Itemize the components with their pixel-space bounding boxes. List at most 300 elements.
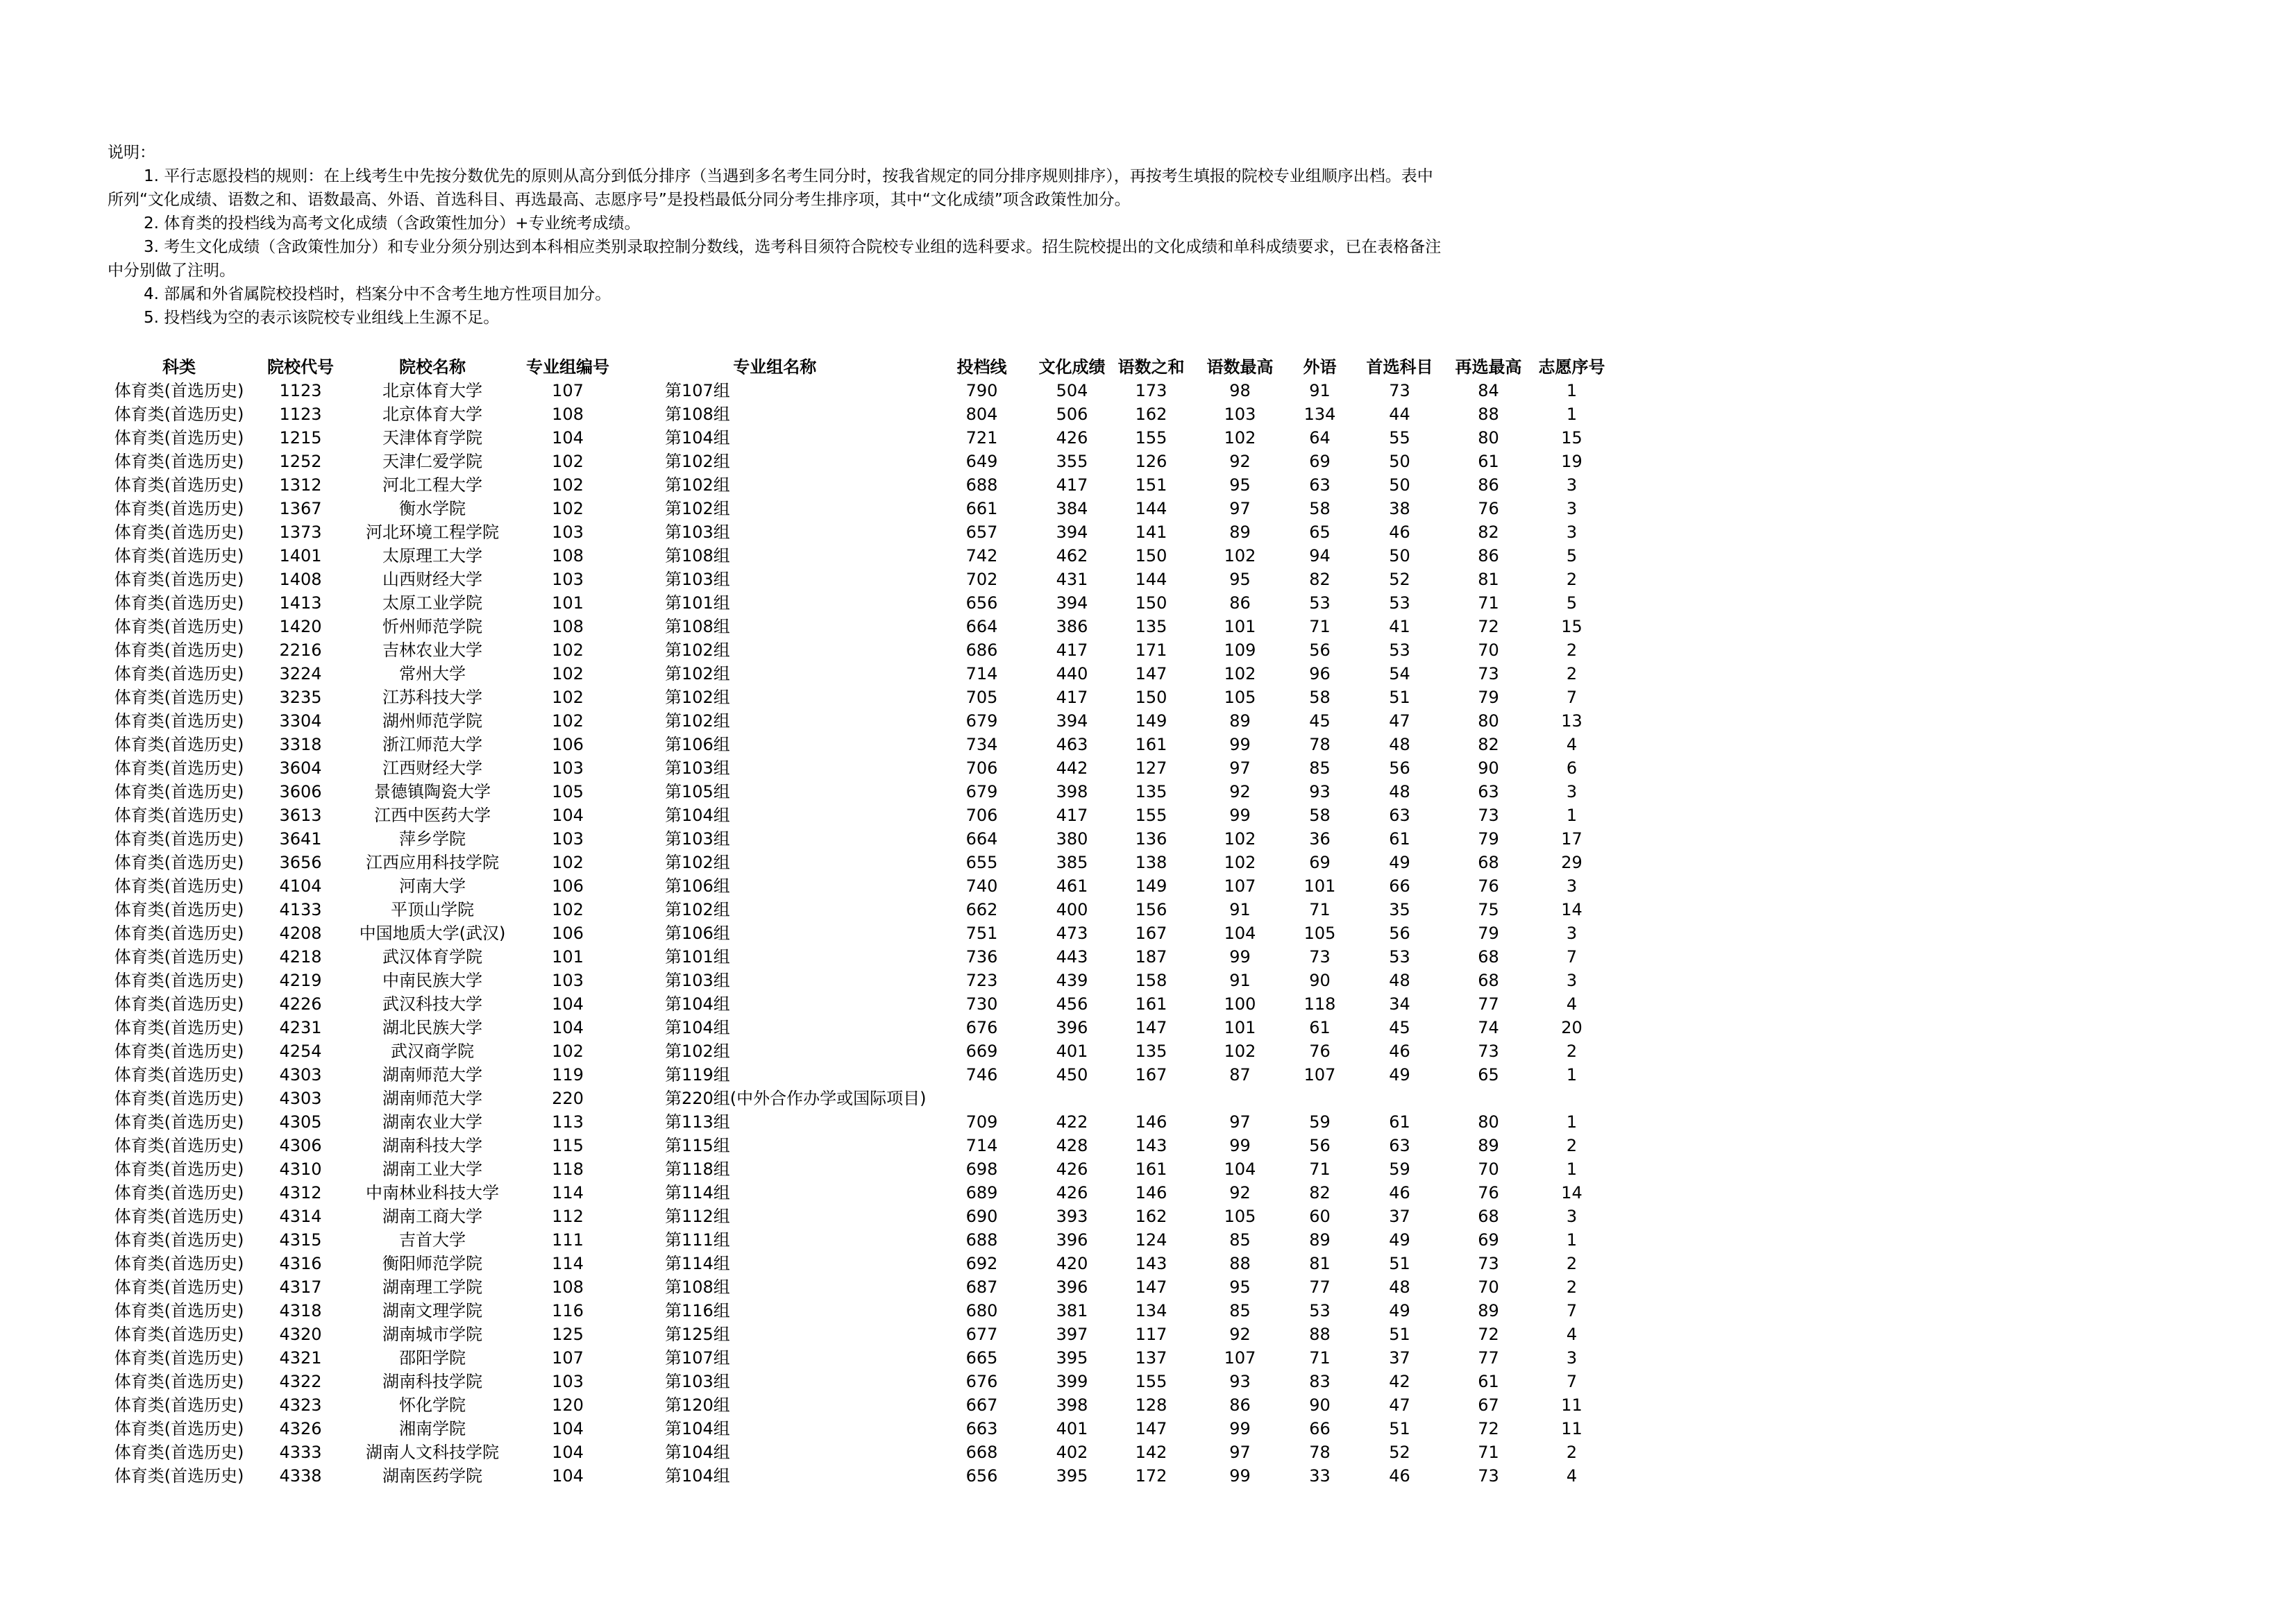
group-name-cell: 第220组(中外合作办学或国际项目) xyxy=(665,1089,927,1108)
first-subject-cell: 51 xyxy=(1389,688,1410,707)
group-name-cell: 第102组 xyxy=(665,853,730,872)
cutoff-score-cell: 804 xyxy=(965,405,998,424)
table-row xyxy=(110,1016,1611,1039)
table-row xyxy=(110,1323,1611,1346)
culture-score-cell: 355 xyxy=(1056,452,1088,471)
preference-order-cell: 4 xyxy=(1566,1466,1578,1486)
school-code-cell: 1215 xyxy=(279,428,322,448)
foreign-language-cell: 56 xyxy=(1309,640,1331,660)
first-subject-cell: 61 xyxy=(1389,1112,1410,1132)
preference-order-cell: 3 xyxy=(1566,924,1578,943)
foreign-language-cell: 60 xyxy=(1309,1207,1331,1226)
school-code-cell: 3318 xyxy=(279,735,322,754)
cutoff-score-cell: 663 xyxy=(965,1419,998,1438)
first-subject-cell: 49 xyxy=(1389,1065,1410,1085)
first-subject-cell: 48 xyxy=(1389,782,1410,801)
second-subject-max-cell: 77 xyxy=(1478,1348,1499,1368)
note-line: 3. 考生文化成绩（含政策性加分）和专业分须分别达到本科相应类别录取控制分数线，选考科目须符合院校专业组的选科要求。招生院校提出的文化成绩和单科成绩要求，已在表格备注 xyxy=(144,238,1442,256)
chinese-math-sum-cell: 147 xyxy=(1135,1018,1167,1037)
school-code-cell: 4322 xyxy=(279,1372,322,1391)
category-cell: 体育类(首选历史) xyxy=(114,1042,244,1061)
school-code-cell: 4318 xyxy=(279,1301,322,1320)
school-name-cell: 武汉体育学院 xyxy=(382,947,482,967)
school-code-cell: 4333 xyxy=(279,1443,322,1462)
first-subject-cell: 53 xyxy=(1389,640,1410,660)
culture-score-cell: 506 xyxy=(1056,405,1088,424)
preference-order-cell: 2 xyxy=(1566,1042,1578,1061)
table-row xyxy=(110,969,1611,992)
second-subject-max-cell: 72 xyxy=(1478,1419,1499,1438)
second-subject-max-cell: 82 xyxy=(1478,522,1499,542)
school-code-cell: 4326 xyxy=(279,1419,322,1438)
group-code-cell: 102 xyxy=(552,475,584,495)
chinese-math-max-cell xyxy=(1196,1087,1285,1110)
preference-order-cell: 5 xyxy=(1566,546,1578,566)
chinese-math-max-cell: 99 xyxy=(1229,947,1251,967)
school-name-cell: 河北环境工程学院 xyxy=(366,522,499,542)
group-code-cell: 125 xyxy=(552,1325,584,1344)
foreign-language-cell: 90 xyxy=(1309,971,1331,990)
cutoff-score-cell: 721 xyxy=(965,428,998,448)
group-name-cell: 第103组 xyxy=(665,829,730,849)
school-name-cell: 山西财经大学 xyxy=(382,570,482,589)
second-subject-max-cell: 65 xyxy=(1478,1065,1499,1085)
group-name-cell: 第116组 xyxy=(665,1301,730,1320)
school-name-cell: 忻州师范学院 xyxy=(382,617,482,636)
category-cell: 体育类(首选历史) xyxy=(114,1348,244,1368)
category-cell: 体育类(首选历史) xyxy=(114,1230,244,1250)
group-name-cell: 第104组 xyxy=(665,1018,730,1037)
school-name-cell: 常州大学 xyxy=(399,664,466,683)
category-cell: 体育类(首选历史) xyxy=(114,1254,244,1273)
table-row xyxy=(110,874,1611,898)
group-code-cell: 107 xyxy=(552,1348,584,1368)
cutoff-score-cell: 706 xyxy=(965,806,998,825)
chinese-math-max-cell: 92 xyxy=(1229,1325,1251,1344)
cutoff-score-cell: 692 xyxy=(965,1254,998,1273)
group-code-cell: 103 xyxy=(552,522,584,542)
first-subject-cell: 66 xyxy=(1389,876,1410,896)
chinese-math-sum-cell: 151 xyxy=(1135,475,1167,495)
preference-order-cell: 5 xyxy=(1566,593,1578,613)
header-cell: 外语 xyxy=(1303,357,1337,377)
table-row xyxy=(110,544,1611,568)
group-code-cell: 103 xyxy=(552,570,584,589)
foreign-language-cell: 85 xyxy=(1309,758,1331,778)
chinese-math-max-cell: 97 xyxy=(1229,1112,1251,1132)
first-subject-cell: 41 xyxy=(1389,617,1410,636)
cutoff-score-cell: 679 xyxy=(965,782,998,801)
header-cell: 志愿序号 xyxy=(1538,357,1605,377)
foreign-language-cell: 90 xyxy=(1309,1395,1331,1415)
culture-score-cell: 380 xyxy=(1056,829,1088,849)
table-row xyxy=(110,1370,1611,1393)
group-name-cell: 第107组 xyxy=(665,1348,730,1368)
culture-score-cell: 396 xyxy=(1056,1277,1088,1297)
header-cell: 文化成绩 xyxy=(1038,357,1106,377)
first-subject-cell: 54 xyxy=(1389,664,1410,683)
cutoff-score-cell: 676 xyxy=(965,1372,998,1391)
school-code-cell: 4338 xyxy=(279,1466,322,1486)
group-code-cell: 102 xyxy=(552,499,584,518)
group-name-cell: 第108组 xyxy=(665,1277,730,1297)
first-subject-cell: 59 xyxy=(1389,1159,1410,1179)
school-name-cell: 中南民族大学 xyxy=(382,971,482,990)
chinese-math-sum-cell: 155 xyxy=(1135,1372,1167,1391)
preference-order-cell: 6 xyxy=(1566,758,1578,778)
culture-score-cell: 395 xyxy=(1056,1466,1088,1486)
culture-score-cell: 398 xyxy=(1056,1395,1088,1415)
culture-score-cell: 431 xyxy=(1056,570,1088,589)
chinese-math-max-cell: 97 xyxy=(1229,758,1251,778)
group-name-cell: 第102组 xyxy=(665,452,730,471)
category-cell: 体育类(首选历史) xyxy=(114,758,244,778)
second-subject-max-cell: 72 xyxy=(1478,1325,1499,1344)
chinese-math-max-cell: 102 xyxy=(1224,546,1256,566)
chinese-math-max-cell: 99 xyxy=(1229,1419,1251,1438)
category-cell: 体育类(首选历史) xyxy=(114,971,244,990)
school-code-cell: 4303 xyxy=(279,1089,322,1108)
cutoff-score-cell: 723 xyxy=(965,971,998,990)
group-name-cell: 第102组 xyxy=(665,664,730,683)
first-subject-cell: 48 xyxy=(1389,735,1410,754)
chinese-math-sum-cell: 127 xyxy=(1135,758,1167,778)
preference-order-cell: 15 xyxy=(1561,617,1582,636)
chinese-math-max-cell: 98 xyxy=(1229,381,1251,400)
table-row xyxy=(110,426,1611,450)
first-subject-cell: 56 xyxy=(1389,758,1410,778)
foreign-language-cell: 81 xyxy=(1309,1254,1331,1273)
preference-order-cell: 15 xyxy=(1561,428,1582,448)
cutoff-score-cell: 689 xyxy=(965,1183,998,1203)
category-cell: 体育类(首选历史) xyxy=(114,1136,244,1155)
second-subject-max-cell: 80 xyxy=(1478,711,1499,731)
group-name-cell: 第103组 xyxy=(665,758,730,778)
group-code-cell: 102 xyxy=(552,853,584,872)
school-code-cell: 4317 xyxy=(279,1277,322,1297)
school-code-cell: 4254 xyxy=(279,1042,322,1061)
school-code-cell: 1123 xyxy=(279,405,322,424)
culture-score-cell: 422 xyxy=(1056,1112,1088,1132)
second-subject-max-cell: 67 xyxy=(1478,1395,1499,1415)
preference-order-cell: 2 xyxy=(1566,1443,1578,1462)
notes-title: 说明： xyxy=(108,144,155,162)
first-subject-cell: 61 xyxy=(1389,829,1410,849)
chinese-math-sum-cell: 172 xyxy=(1135,1466,1167,1486)
table-row xyxy=(110,591,1611,615)
foreign-language-cell: 71 xyxy=(1309,1159,1331,1179)
chinese-math-sum-cell: 146 xyxy=(1135,1112,1167,1132)
cutoff-score-cell: 709 xyxy=(965,1112,998,1132)
chinese-math-sum-cell: 171 xyxy=(1135,640,1167,660)
foreign-language-cell: 93 xyxy=(1309,782,1331,801)
category-cell: 体育类(首选历史) xyxy=(114,924,244,943)
second-subject-max-cell: 80 xyxy=(1478,428,1499,448)
cutoff-score-cell: 655 xyxy=(965,853,998,872)
preference-order-cell: 20 xyxy=(1561,1018,1582,1037)
school-name-cell: 湖州师范学院 xyxy=(382,711,482,731)
group-code-cell: 120 xyxy=(552,1395,584,1415)
preference-order-cell: 19 xyxy=(1561,452,1582,471)
preference-order-cell: 2 xyxy=(1566,1254,1578,1273)
chinese-math-max-cell: 109 xyxy=(1224,640,1256,660)
table-row xyxy=(110,945,1611,969)
chinese-math-max-cell: 91 xyxy=(1229,900,1251,919)
cutoff-score-cell: 736 xyxy=(965,947,998,967)
header-cell: 再选最高 xyxy=(1455,357,1522,377)
first-subject-cell: 49 xyxy=(1389,853,1410,872)
school-code-cell: 3641 xyxy=(279,829,322,849)
group-code-cell: 114 xyxy=(552,1254,584,1273)
first-subject-cell: 63 xyxy=(1389,806,1410,825)
group-code-cell: 106 xyxy=(552,924,584,943)
school-name-cell: 湖南师范大学 xyxy=(382,1065,482,1085)
preference-order-cell: 2 xyxy=(1566,640,1578,660)
school-name-cell: 天津体育学院 xyxy=(382,428,482,448)
second-subject-max-cell: 86 xyxy=(1478,546,1499,566)
group-code-cell: 102 xyxy=(552,900,584,919)
foreign-language-cell: 77 xyxy=(1309,1277,1331,1297)
group-name-cell: 第103组 xyxy=(665,1372,730,1391)
table-row xyxy=(110,827,1611,851)
header-cell: 院校名称 xyxy=(399,357,466,377)
cutoff-score-cell: 668 xyxy=(965,1443,998,1462)
group-name-cell: 第103组 xyxy=(665,971,730,990)
note-line: 5. 投档线为空的表示该院校专业组线上生源不足。 xyxy=(144,309,500,327)
foreign-language-cell: 134 xyxy=(1303,405,1336,424)
foreign-language-cell: 78 xyxy=(1309,1443,1331,1462)
foreign-language-cell: 88 xyxy=(1309,1325,1331,1344)
group-code-cell: 108 xyxy=(552,617,584,636)
category-cell: 体育类(首选历史) xyxy=(114,1159,244,1179)
second-subject-max-cell: 75 xyxy=(1478,900,1499,919)
chinese-math-sum-cell: 150 xyxy=(1135,688,1167,707)
culture-score-cell: 463 xyxy=(1056,735,1088,754)
school-code-cell: 1420 xyxy=(279,617,322,636)
group-code-cell: 104 xyxy=(552,428,584,448)
chinese-math-max-cell: 93 xyxy=(1229,1372,1251,1391)
preference-order-cell: 3 xyxy=(1566,475,1578,495)
second-subject-max-cell: 71 xyxy=(1478,593,1499,613)
cutoff-score-cell: 690 xyxy=(965,1207,998,1226)
group-name-cell: 第114组 xyxy=(665,1254,730,1273)
admission-table xyxy=(110,355,1611,1488)
table-row xyxy=(110,450,1611,473)
first-subject-cell: 52 xyxy=(1389,570,1410,589)
group-name-cell: 第102组 xyxy=(665,640,730,660)
foreign-language-cell: 53 xyxy=(1309,593,1331,613)
school-name-cell: 武汉商学院 xyxy=(391,1042,474,1061)
preference-order-cell: 1 xyxy=(1566,1159,1578,1179)
first-subject-cell: 44 xyxy=(1389,405,1410,424)
second-subject-max-cell: 61 xyxy=(1478,452,1499,471)
culture-score-cell: 473 xyxy=(1056,924,1088,943)
second-subject-max-cell: 76 xyxy=(1478,499,1499,518)
cutoff-score-cell: 669 xyxy=(965,1042,998,1061)
group-name-cell: 第113组 xyxy=(665,1112,730,1132)
first-subject-cell: 49 xyxy=(1389,1301,1410,1320)
group-code-cell: 107 xyxy=(552,381,584,400)
cutoff-score-cell: 734 xyxy=(965,735,998,754)
foreign-language-cell: 36 xyxy=(1309,829,1331,849)
category-cell: 体育类(首选历史) xyxy=(114,900,244,919)
group-name-cell: 第105组 xyxy=(665,782,730,801)
school-name-cell: 湖南文理学院 xyxy=(382,1301,482,1320)
foreign-language-cell: 58 xyxy=(1309,806,1331,825)
school-code-cell: 4218 xyxy=(279,947,322,967)
second-subject-max-cell: 80 xyxy=(1478,1112,1499,1132)
table-row xyxy=(110,402,1611,426)
group-code-cell: 103 xyxy=(552,829,584,849)
school-name-cell: 衡阳师范学院 xyxy=(382,1254,482,1273)
chinese-math-sum-cell: 147 xyxy=(1135,664,1167,683)
foreign-language-cell: 61 xyxy=(1309,1018,1331,1037)
chinese-math-sum-cell: 162 xyxy=(1135,1207,1167,1226)
chinese-math-max-cell: 105 xyxy=(1224,688,1256,707)
second-subject-max-cell: 71 xyxy=(1478,1443,1499,1462)
school-code-cell: 4323 xyxy=(279,1395,322,1415)
notes-section xyxy=(108,141,1565,330)
second-subject-max-cell: 76 xyxy=(1478,1183,1499,1203)
first-subject-cell: 49 xyxy=(1389,1230,1410,1250)
preference-order-cell: 14 xyxy=(1561,900,1582,919)
category-cell: 体育类(首选历史) xyxy=(114,711,244,731)
second-subject-max-cell: 74 xyxy=(1478,1018,1499,1037)
chinese-math-max-cell: 101 xyxy=(1224,1018,1256,1037)
table-row xyxy=(110,1205,1611,1228)
group-name-cell: 第102组 xyxy=(665,688,730,707)
table-row xyxy=(110,615,1611,638)
chinese-math-sum-cell: 187 xyxy=(1135,947,1167,967)
category-cell: 体育类(首选历史) xyxy=(114,1419,244,1438)
category-cell: 体育类(首选历史) xyxy=(114,1018,244,1037)
culture-score-cell: 402 xyxy=(1056,1443,1088,1462)
first-subject-cell: 51 xyxy=(1389,1419,1410,1438)
chinese-math-max-cell: 104 xyxy=(1224,1159,1256,1179)
second-subject-max-cell: 86 xyxy=(1478,475,1499,495)
culture-score-cell: 396 xyxy=(1056,1018,1088,1037)
foreign-language-cell: 78 xyxy=(1309,735,1331,754)
group-name-cell: 第102组 xyxy=(665,499,730,518)
chinese-math-sum-cell: 149 xyxy=(1135,711,1167,731)
school-name-cell: 湖南工业大学 xyxy=(382,1159,482,1179)
header-cell: 专业组名称 xyxy=(733,357,817,377)
first-subject-cell: 50 xyxy=(1389,546,1410,566)
cutoff-score-cell: 680 xyxy=(965,1301,998,1320)
first-subject-cell: 46 xyxy=(1389,1183,1410,1203)
school-code-cell: 4312 xyxy=(279,1183,322,1203)
school-name-cell: 河北工程大学 xyxy=(382,475,482,495)
group-name-cell: 第125组 xyxy=(665,1325,730,1344)
chinese-math-max-cell: 102 xyxy=(1224,664,1256,683)
culture-score-cell: 417 xyxy=(1056,640,1088,660)
group-code-cell: 103 xyxy=(552,758,584,778)
first-subject-cell: 55 xyxy=(1389,428,1410,448)
second-subject-max-cell: 73 xyxy=(1478,1466,1499,1486)
first-subject-cell: 52 xyxy=(1389,1443,1410,1462)
chinese-math-max-cell: 104 xyxy=(1224,924,1256,943)
table-row xyxy=(110,1346,1611,1370)
chinese-math-sum-cell: 146 xyxy=(1135,1183,1167,1203)
second-subject-max-cell: 73 xyxy=(1478,806,1499,825)
preference-order-cell: 11 xyxy=(1561,1395,1582,1415)
foreign-language-cell: 59 xyxy=(1309,1112,1331,1132)
preference-order-cell: 3 xyxy=(1566,782,1578,801)
header-cell: 专业组编号 xyxy=(526,357,609,377)
group-code-cell: 102 xyxy=(552,452,584,471)
preference-order-cell: 4 xyxy=(1566,735,1578,754)
chinese-math-sum-cell: 124 xyxy=(1135,1230,1167,1250)
chinese-math-sum-cell: 143 xyxy=(1135,1136,1167,1155)
second-subject-max-cell: 70 xyxy=(1478,1277,1499,1297)
school-name-cell: 湘南学院 xyxy=(399,1419,466,1438)
group-code-cell: 104 xyxy=(552,1466,584,1486)
cutoff-score-cell: 656 xyxy=(965,593,998,613)
chinese-math-max-cell: 102 xyxy=(1224,853,1256,872)
cutoff-score-cell: 790 xyxy=(965,381,998,400)
second-subject-max-cell: 90 xyxy=(1478,758,1499,778)
culture-score-cell: 393 xyxy=(1056,1207,1088,1226)
school-name-cell: 萍乡学院 xyxy=(399,829,466,849)
category-cell: 体育类(首选历史) xyxy=(114,1089,244,1108)
foreign-language-cell: 101 xyxy=(1303,876,1336,896)
header-cell: 投档线 xyxy=(956,357,1007,377)
culture-score-cell: 426 xyxy=(1056,428,1088,448)
foreign-language-cell: 53 xyxy=(1309,1301,1331,1320)
first-subject-cell: 51 xyxy=(1389,1254,1410,1273)
table-row xyxy=(110,473,1611,497)
table-row xyxy=(110,1087,1611,1110)
group-name-cell: 第101组 xyxy=(665,593,730,613)
preference-order-cell: 3 xyxy=(1566,876,1578,896)
first-subject-cell: 47 xyxy=(1389,1395,1410,1415)
chinese-math-max-cell: 103 xyxy=(1224,405,1256,424)
category-cell: 体育类(首选历史) xyxy=(114,853,244,872)
school-name-cell: 湖南科技大学 xyxy=(382,1136,482,1155)
foreign-language-cell: 105 xyxy=(1303,924,1336,943)
school-name-cell: 湖南医药学院 xyxy=(382,1466,482,1486)
table-row xyxy=(110,686,1611,709)
cutoff-score-cell: 657 xyxy=(965,522,998,542)
table-row xyxy=(110,898,1611,921)
table-row xyxy=(110,520,1611,544)
group-name-cell: 第101组 xyxy=(665,947,730,967)
first-subject-cell: 37 xyxy=(1389,1207,1410,1226)
foreign-language-cell: 89 xyxy=(1309,1230,1331,1250)
group-name-cell: 第118组 xyxy=(665,1159,730,1179)
school-code-cell: 4226 xyxy=(279,994,322,1014)
school-name-cell: 天津仁爱学院 xyxy=(382,452,482,471)
cutoff-score-cell: 677 xyxy=(965,1325,998,1344)
school-code-cell: 3224 xyxy=(279,664,322,683)
chinese-math-max-cell: 85 xyxy=(1229,1230,1251,1250)
group-name-cell: 第102组 xyxy=(665,475,730,495)
group-name-cell: 第119组 xyxy=(665,1065,730,1085)
school-code-cell: 1413 xyxy=(279,593,322,613)
group-code-cell: 101 xyxy=(552,947,584,967)
chinese-math-sum-cell: 156 xyxy=(1135,900,1167,919)
school-code-cell: 1252 xyxy=(279,452,322,471)
category-cell: 体育类(首选历史) xyxy=(114,1277,244,1297)
culture-score-cell: 426 xyxy=(1056,1183,1088,1203)
cutoff-score-cell: 730 xyxy=(965,994,998,1014)
second-subject-max-cell: 68 xyxy=(1478,971,1499,990)
category-cell: 体育类(首选历史) xyxy=(114,1065,244,1085)
chinese-math-max-cell: 92 xyxy=(1229,782,1251,801)
school-code-cell: 4133 xyxy=(279,900,322,919)
category-cell: 体育类(首选历史) xyxy=(114,381,244,400)
table-row xyxy=(110,1157,1611,1181)
